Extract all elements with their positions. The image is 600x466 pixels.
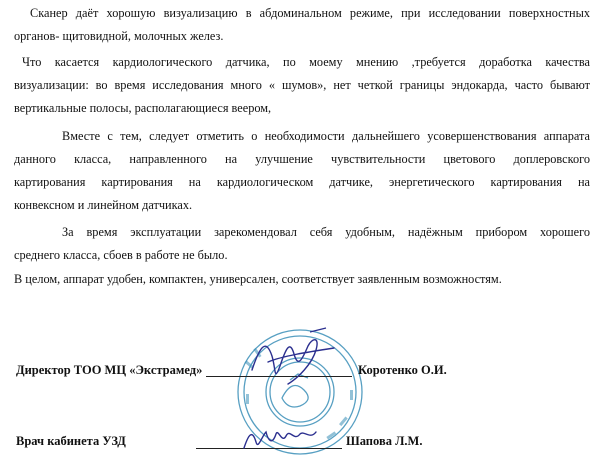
paragraph-3-line-3: картирования картирования на кардиологическом датчике, энергетического картирования на — [14, 175, 590, 189]
paragraph-4-line-2: среднего класса, сбоев в работе не было. — [14, 248, 228, 262]
paragraph-2-line-3: вертикальные полосы, располагающиеся веером, — [14, 101, 272, 115]
paragraph-5-line-1: В целом, аппарат удобен, компактен, универсален, соответствует заявленным возможностям. — [14, 272, 502, 286]
paragraph-3-line-1: Вместе с тем, следует отметить о необходимости дальнейшего усовершенствования аппарата — [62, 129, 590, 143]
paragraph-3-line-2: данного класса, направленного на улучшение чувствительности цветового доплеровского — [14, 152, 590, 166]
director-signature-icon — [238, 326, 348, 396]
doctor-name: Шапова Л.М. — [346, 434, 423, 448]
paragraph-2-line-2: визуализации: во время исследования много « шумов», нет четкой границы эндокарда, часто бывают — [14, 78, 590, 92]
paragraph-4-line-1: За время эксплуатации зарекомендовал себя удобным, надёжным прибором хорошего — [62, 225, 590, 239]
doctor-signature-icon — [238, 422, 328, 456]
paragraph-1-line-2: органов- щитовидной, молочных желез. — [14, 29, 224, 43]
doctor-label: Врач кабинета УЗД — [16, 434, 126, 448]
director-label: Директор ТОО МЦ «Экстрамед» — [16, 363, 203, 377]
director-name: Коротенко О.И. — [358, 363, 447, 377]
paragraph-3-line-4: конвексном и линейном датчиках. — [14, 198, 193, 212]
paragraph-2-line-1: Что касается кардиологического датчика, по моему мнению ,требуется доработка качества — [22, 55, 590, 69]
paragraph-1-line-1: Сканер даёт хорошую визуализацию в абдоминальном режиме, при исследовании поверхностных — [30, 6, 590, 20]
